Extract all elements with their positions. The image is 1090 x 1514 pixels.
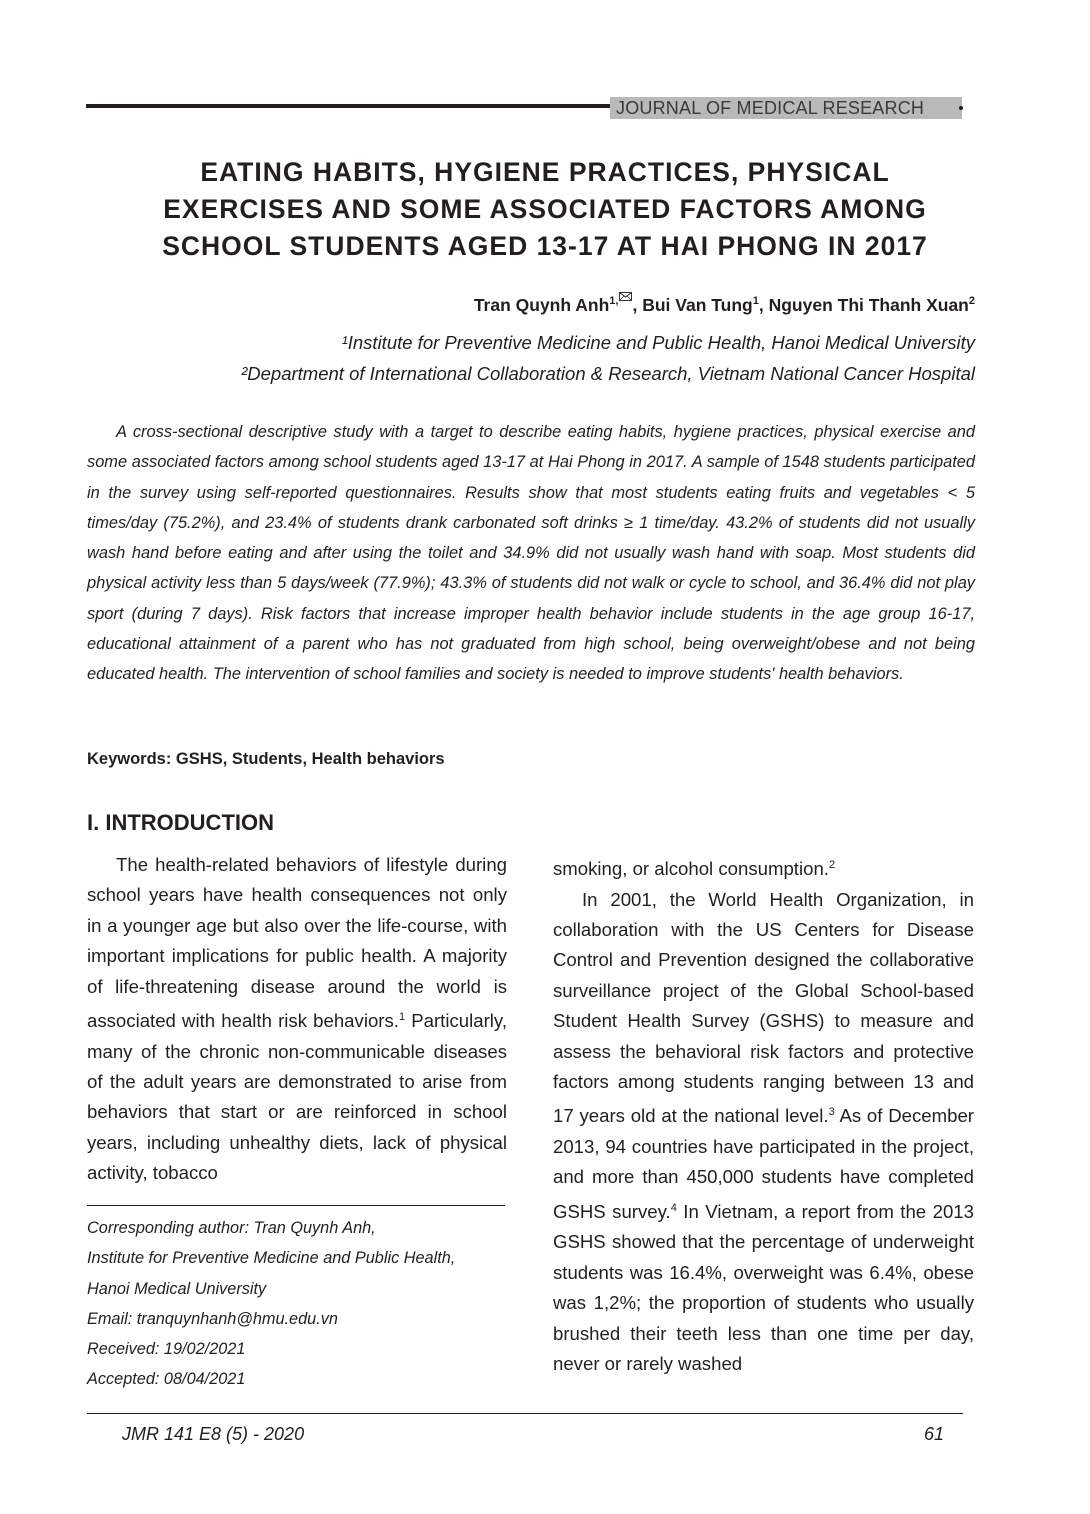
author-3-affil: 2 (968, 295, 975, 308)
intro-right-column (553, 850, 974, 1379)
citation-4: 4 (670, 1201, 677, 1214)
title-line-2: EXERCISES AND SOME ASSOCIATED FACTORS AMONG (163, 194, 927, 224)
footer-citation: JMR 141 E8 (5) - 2020 (122, 1424, 305, 1444)
footnote-rule (87, 1205, 505, 1206)
footnote-line-1: Corresponding author: Tran Quynh Anh, (87, 1219, 376, 1237)
author-sep-1: , (632, 295, 643, 315)
intro-text-part-2: Particularly, many of the chronic non-communicable diseases of the adult years are demonstrated to arise from behaviors that start or are reinforced in school years, including unhealthy diets, lack of physical activity, tobacco (87, 1010, 507, 1184)
author-sep-2: , (758, 295, 769, 315)
title-line-3: SCHOOL STUDENTS AGED 13-17 AT HAI PHONG IN 2017 (162, 231, 928, 261)
paper-title (100, 154, 990, 265)
author-3: Nguyen Thi Thanh Xuan (768, 295, 969, 315)
author-1-affil: 1, (609, 295, 619, 308)
author-list (474, 292, 975, 316)
gshs-text-c: In Vietnam, a report from the 2013 GSHS showed that the percentage of underweight students was 16.4%, overweight was 6.4%, obese was 1,2%; the proportion of students who usually brushed their teeth less than one time per day, never or rarely washed (553, 1201, 974, 1375)
section-heading: I. INTRODUCTION (87, 810, 274, 835)
intro-left-column (87, 850, 507, 1189)
footnote-email: Email: tranquynhanh@hmu.edu.vn (87, 1309, 338, 1328)
title-line-1: EATING HABITS, HYGIENE PRACTICES, PHYSICAL (200, 157, 890, 187)
author-1: Tran Quynh Anh (473, 295, 610, 315)
citation-1: 1 (398, 1011, 406, 1024)
affiliation-1: ¹Institute for Preventive Medicine and Public Health, Hanoi Medical University (341, 332, 975, 353)
continued-text: smoking, or alcohol consumption. (553, 858, 829, 880)
envelope-icon (619, 292, 632, 301)
abstract: A cross-sectional descriptive study with a target to describe eating habits, hygiene practices, physical exercise and some associated factors among school students aged 13-17 at Hai Phong in 2017. A sample of 1548 students participated in the survey using self-reported questionnaires. Results show that most students eating fruits and vegetables < 5 times/day (75.2%), and 23.4% of students drank carbonated soft drinks ≥ 1 time/day. 43.2% of students did not usually wash hand before eating and after using the toilet and 34.9% did not usually wash hand with soap. Most students did physical activity less than 5 days/week (77.9%); 43.3% of students did not walk or cycle to school, and 36.4% did not play sport (during 7 days). Risk factors that increase improper health behavior include students in the age group 16-17, educational attainment of a parent who has not graduated from high school, being overweight/obese and not being educated health. The intervention of school families and society is needed to improve students' health behaviors. (87, 423, 975, 684)
header-rule (86, 104, 612, 108)
citation-2: 2 (828, 859, 836, 871)
keywords: Keywords: GSHS, Students, Health behaviors (87, 750, 445, 768)
journal-name: JOURNAL OF MEDICAL RESEARCH (610, 97, 962, 119)
intro-text-part-1: The health-related behaviors of lifestyle during school years have health consequences not only in a younger age but also over the life-course, with important implications for public health. A majority of life-threatening disease around the world is associated with health risk behaviors. (87, 854, 507, 1032)
footnote-accepted: Accepted: 08/04/2021 (87, 1370, 246, 1389)
paragraph-gshs (553, 885, 974, 1380)
citation-3: 3 (828, 1106, 835, 1119)
gshs-text-a: In 2001, the World Health Organization, in collaboration with the US Centers for Disease Control and Prevention designed the collaborative surveillance project of the Global School-based Student Health Survey (GSHS) to measure and assess the behavioral risk factors and protective factors among students ranging between 13 and 17 years old at the national level. (553, 888, 974, 1127)
footnote-line-3: Hanoi Medical University (87, 1279, 267, 1298)
gshs-text-b: As of December 2013, 94 countries have participated in the project, and more than 450,000 students have completed GSHS survey. (553, 1105, 974, 1223)
author-2-affil: 1 (752, 295, 759, 308)
footnote-line-2: Institute for Preventive Medicine and Public Health, (87, 1249, 456, 1268)
page-number: 61 (924, 1424, 945, 1444)
footnote-received: Received: 19/02/2021 (87, 1340, 246, 1359)
affiliation-2: ²Department of International Collaboration & Research, Vietnam National Cancer Hospital (241, 363, 975, 384)
correspondence-footnote (87, 1213, 455, 1395)
author-2: Bui Van Tung (642, 295, 753, 315)
header-dot (959, 106, 963, 110)
footer-rule (87, 1413, 963, 1414)
continued-paragraph (553, 850, 974, 885)
